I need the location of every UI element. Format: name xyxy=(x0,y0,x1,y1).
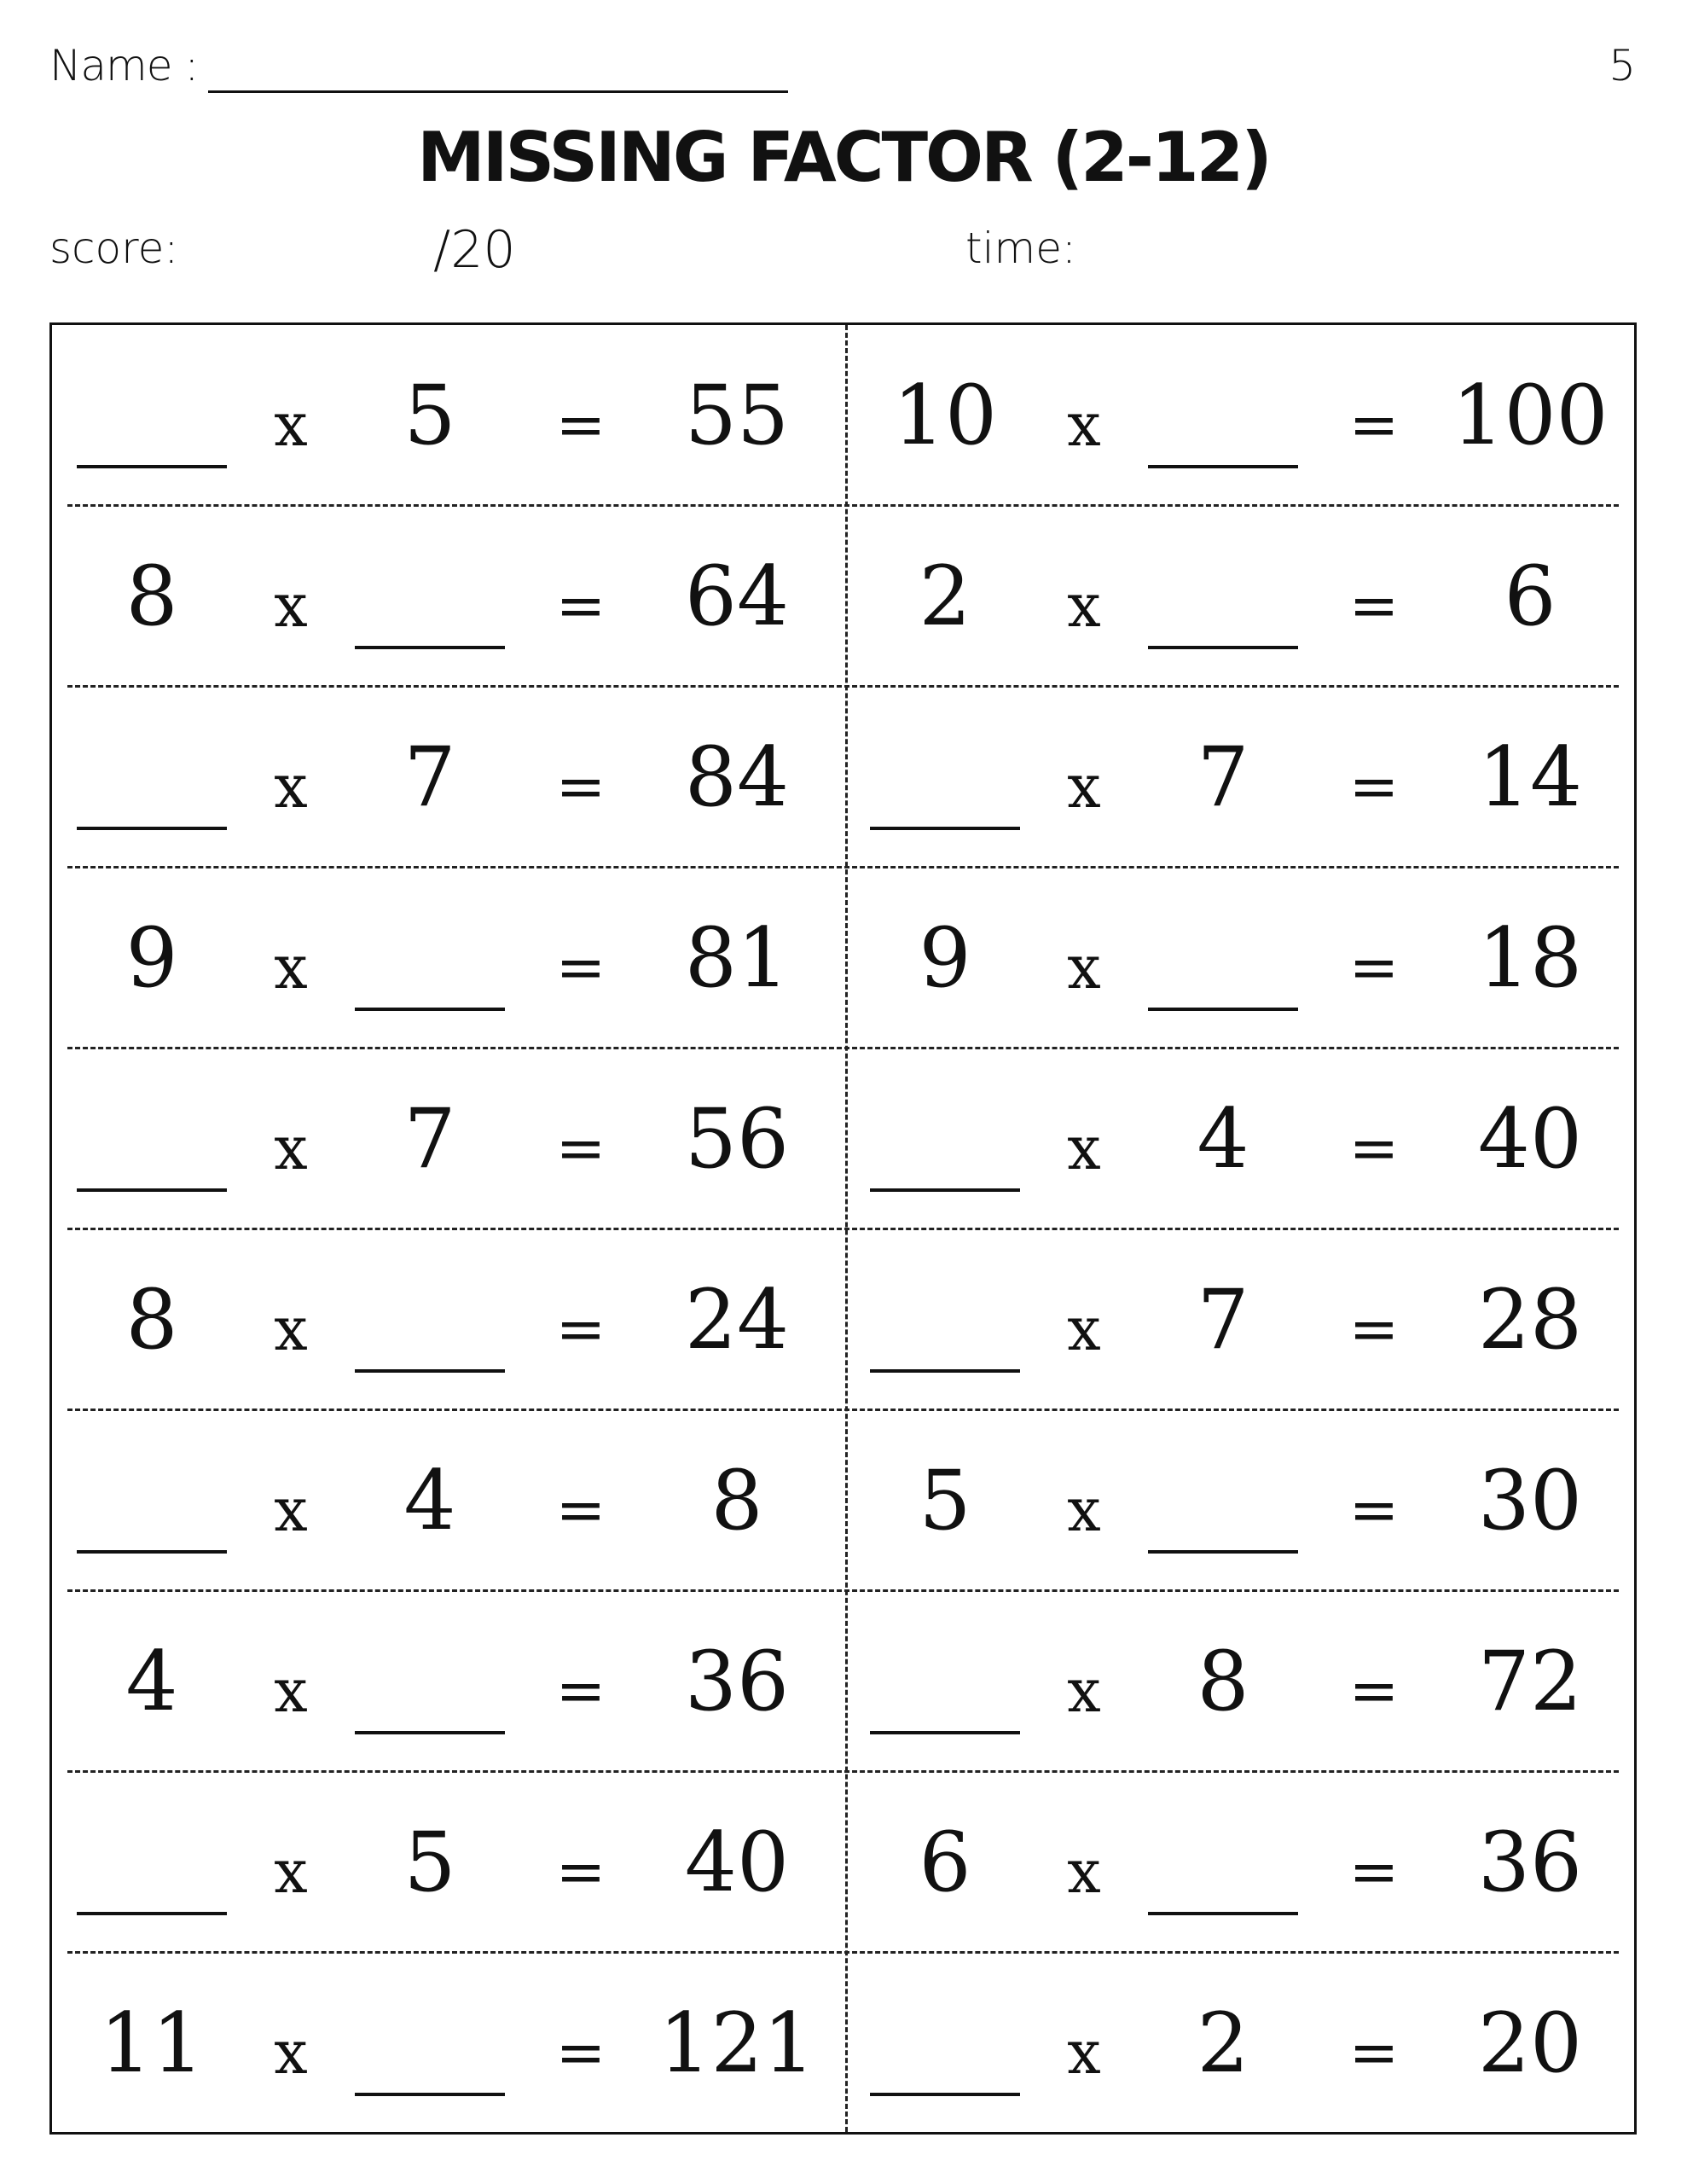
times-symbol: x xyxy=(1067,571,1101,641)
times-symbol: x xyxy=(1067,1294,1101,1364)
score-total: /20 xyxy=(433,220,516,280)
times-symbol: x xyxy=(1067,1656,1101,1726)
times-symbol: x xyxy=(274,390,308,460)
problem-left xyxy=(52,325,845,506)
times-symbol: x xyxy=(1067,932,1101,1002)
product-value: 84 xyxy=(684,729,790,825)
equals-symbol: = xyxy=(555,1113,606,1183)
equals-symbol: = xyxy=(1348,932,1400,1002)
equals-symbol: = xyxy=(555,1656,606,1726)
factor-value: 7 xyxy=(403,1091,456,1187)
equals-symbol: = xyxy=(555,1475,606,1545)
equals-symbol: = xyxy=(1348,390,1400,460)
times-symbol: x xyxy=(1067,390,1101,460)
times-symbol: x xyxy=(1067,1113,1101,1183)
product-value: 40 xyxy=(1477,1091,1583,1187)
answer-blank[interactable] xyxy=(870,827,1020,830)
factor-value: 7 xyxy=(1197,1272,1249,1368)
problem-left xyxy=(52,1772,845,1953)
factor-value: 11 xyxy=(99,1995,205,2091)
problem-right xyxy=(845,1953,1638,2134)
problem-grid xyxy=(49,322,1637,2135)
equals-symbol: = xyxy=(1348,2018,1400,2088)
answer-blank[interactable] xyxy=(870,1731,1020,1734)
answer-blank[interactable] xyxy=(1148,1008,1298,1011)
problem-right xyxy=(845,1772,1638,1953)
problem-right xyxy=(845,1591,1638,1772)
problem-row xyxy=(52,1229,1634,1410)
answer-blank[interactable] xyxy=(355,1369,505,1373)
times-symbol: x xyxy=(274,2018,308,2088)
equals-symbol: = xyxy=(1348,1294,1400,1364)
answer-blank[interactable] xyxy=(355,1008,505,1011)
product-value: 24 xyxy=(684,1272,790,1368)
factor-value: 9 xyxy=(125,910,178,1006)
problem-left xyxy=(52,1953,845,2134)
problem-right xyxy=(845,1410,1638,1591)
time-label: time: xyxy=(965,224,1076,273)
factor-value: 2 xyxy=(1197,1995,1249,2091)
product-value: 100 xyxy=(1452,368,1609,463)
equals-symbol: = xyxy=(555,932,606,1002)
answer-blank[interactable] xyxy=(355,2093,505,2096)
factor-value: 9 xyxy=(919,910,971,1006)
factor-value: 10 xyxy=(892,368,998,463)
equals-symbol: = xyxy=(555,571,606,641)
problem-left xyxy=(52,506,845,687)
problem-right xyxy=(845,687,1638,868)
equals-symbol: = xyxy=(555,752,606,822)
product-value: 40 xyxy=(684,1815,790,1910)
times-symbol: x xyxy=(274,932,308,1002)
problem-right xyxy=(845,506,1638,687)
product-value: 18 xyxy=(1477,910,1583,1006)
answer-blank[interactable] xyxy=(355,1731,505,1734)
equals-symbol: = xyxy=(555,1837,606,1907)
product-value: 81 xyxy=(684,910,790,1006)
problem-right xyxy=(845,1229,1638,1410)
answer-blank[interactable] xyxy=(77,1188,227,1192)
equals-symbol: = xyxy=(1348,571,1400,641)
times-symbol: x xyxy=(1067,2018,1101,2088)
factor-value: 2 xyxy=(919,549,971,644)
problem-left xyxy=(52,1410,845,1591)
problem-row xyxy=(52,1591,1634,1772)
factor-value: 7 xyxy=(403,729,456,825)
page-title: MISSING FACTOR (2-12) xyxy=(417,118,1270,197)
score-label: score: xyxy=(49,224,179,273)
page-number: 5 xyxy=(1609,41,1636,90)
equals-symbol: = xyxy=(1348,1475,1400,1545)
equals-symbol: = xyxy=(555,1294,606,1364)
equals-symbol: = xyxy=(1348,1837,1400,1907)
product-value: 28 xyxy=(1477,1272,1583,1368)
times-symbol: x xyxy=(274,1656,308,1726)
problem-left xyxy=(52,1591,845,1772)
problem-row xyxy=(52,868,1634,1048)
answer-blank[interactable] xyxy=(1148,646,1298,649)
product-value: 20 xyxy=(1477,1995,1583,2091)
product-value: 6 xyxy=(1504,549,1557,644)
problem-row xyxy=(52,1048,1634,1229)
times-symbol: x xyxy=(1067,1475,1101,1545)
product-value: 14 xyxy=(1477,729,1583,825)
equals-symbol: = xyxy=(555,390,606,460)
factor-value: 5 xyxy=(403,1815,456,1910)
problem-row xyxy=(52,1772,1634,1953)
problem-left xyxy=(52,687,845,868)
problem-left xyxy=(52,868,845,1048)
product-value: 56 xyxy=(684,1091,790,1187)
name-line[interactable] xyxy=(208,90,788,93)
equals-symbol: = xyxy=(1348,752,1400,822)
problem-row xyxy=(52,1410,1634,1591)
factor-value: 6 xyxy=(919,1815,971,1910)
factor-value: 5 xyxy=(919,1453,971,1548)
product-value: 121 xyxy=(658,1995,815,2091)
answer-blank[interactable] xyxy=(870,2093,1020,2096)
answer-blank[interactable] xyxy=(1148,1912,1298,1915)
name-label: Name : xyxy=(49,41,199,90)
factor-value: 8 xyxy=(125,1272,178,1368)
answer-blank[interactable] xyxy=(77,1550,227,1554)
factor-value: 5 xyxy=(403,368,456,463)
factor-value: 4 xyxy=(1197,1091,1249,1187)
factor-value: 7 xyxy=(1197,729,1249,825)
times-symbol: x xyxy=(274,1294,308,1364)
times-symbol: x xyxy=(1067,752,1101,822)
times-symbol: x xyxy=(274,1113,308,1183)
problem-right xyxy=(845,868,1638,1048)
product-value: 72 xyxy=(1477,1634,1583,1729)
product-value: 8 xyxy=(710,1453,763,1548)
factor-value: 8 xyxy=(1197,1634,1249,1729)
problem-left xyxy=(52,1229,845,1410)
answer-blank[interactable] xyxy=(870,1369,1020,1373)
problem-row xyxy=(52,506,1634,687)
answer-blank[interactable] xyxy=(77,465,227,468)
answer-blank[interactable] xyxy=(870,1188,1020,1192)
answer-blank[interactable] xyxy=(355,646,505,649)
answer-blank[interactable] xyxy=(77,827,227,830)
factor-value: 4 xyxy=(403,1453,456,1548)
answer-blank[interactable] xyxy=(77,1912,227,1915)
problem-row xyxy=(52,1953,1634,2134)
problem-row xyxy=(52,687,1634,868)
equals-symbol: = xyxy=(555,2018,606,2088)
factor-value: 8 xyxy=(125,549,178,644)
times-symbol: x xyxy=(274,752,308,822)
times-symbol: x xyxy=(274,1837,308,1907)
product-value: 55 xyxy=(684,368,790,463)
problem-right xyxy=(845,325,1638,506)
product-value: 30 xyxy=(1477,1453,1583,1548)
times-symbol: x xyxy=(274,1475,308,1545)
product-value: 36 xyxy=(684,1634,790,1729)
answer-blank[interactable] xyxy=(1148,1550,1298,1554)
equals-symbol: = xyxy=(1348,1656,1400,1726)
answer-blank[interactable] xyxy=(1148,465,1298,468)
factor-value: 4 xyxy=(125,1634,178,1729)
product-value: 36 xyxy=(1477,1815,1583,1910)
product-value: 64 xyxy=(684,549,790,644)
equals-symbol: = xyxy=(1348,1113,1400,1183)
problem-right xyxy=(845,1048,1638,1229)
problem-left xyxy=(52,1048,845,1229)
times-symbol: x xyxy=(1067,1837,1101,1907)
times-symbol: x xyxy=(274,571,308,641)
problem-row xyxy=(52,325,1634,506)
